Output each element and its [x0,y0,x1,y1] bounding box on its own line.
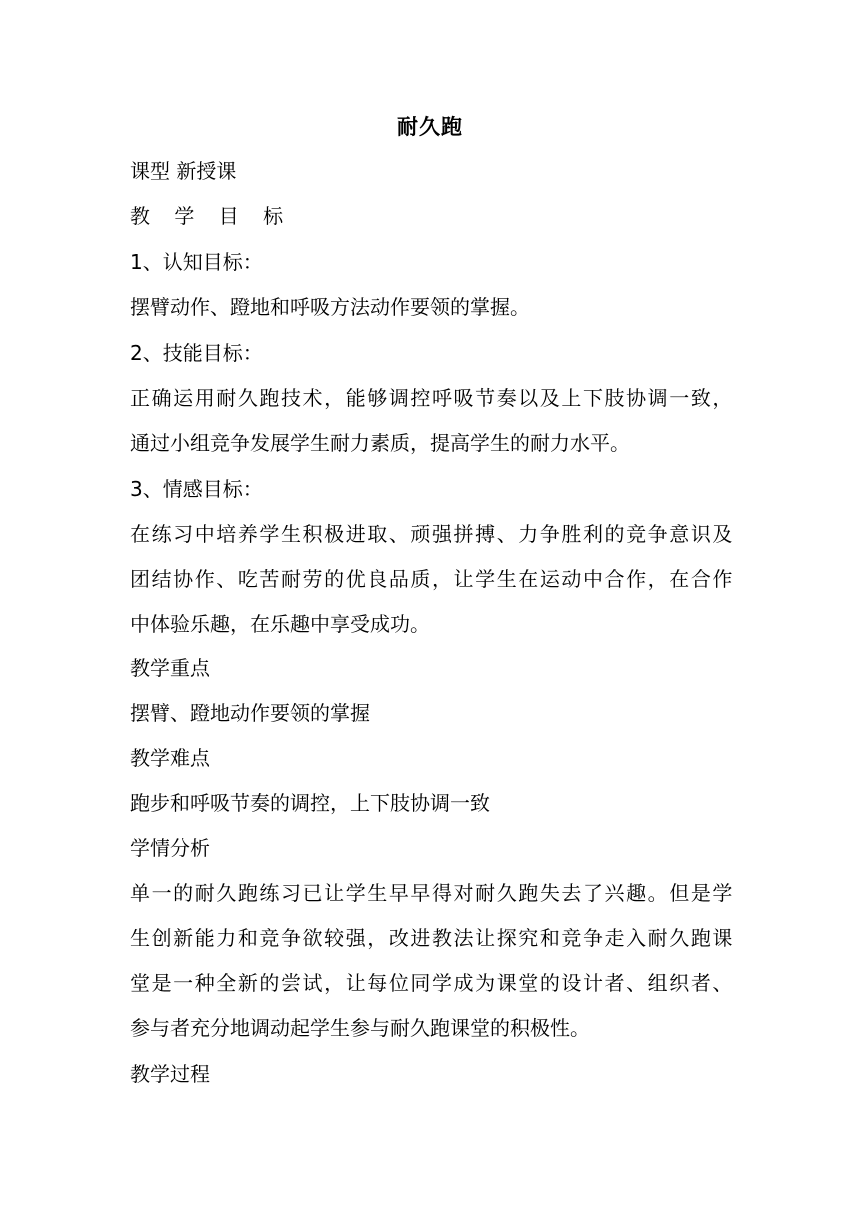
skill-objective-heading: 2、技能目标： [130,341,263,365]
skill-objective-line: 正确运用耐久跑技术，能够调控呼吸节奏以及上下肢协调一致， [130,386,733,410]
objectives-heading: 教 学 目 标 [130,204,293,228]
cognitive-objective-text: 摆臂动作、蹬地和呼吸方法动作要领的掌握。 [130,295,530,319]
analysis-line: 生创新能力和竞争欲较强，改进教法让探究和竞争走入耐久跑课 [130,926,733,950]
analysis-line: 参与者充分地调动起学生参与耐久跑课堂的积极性。 [130,1016,590,1040]
lesson-type: 课型 新授课 [130,159,237,183]
document-title: 耐久跑 [397,115,463,139]
emotion-objective-line: 中体验乐趣，在乐趣中享受成功。 [130,612,430,636]
skill-objective-line: 通过小组竞争发展学生耐力素质，提高学生的耐力水平。 [130,431,630,455]
difficulty-text: 跑步和呼吸节奏的调控，上下肢协调一致 [130,791,490,815]
process-heading: 教学过程 [130,1062,210,1086]
difficulty-heading: 教学难点 [130,746,210,770]
key-points-text: 摆臂、蹬地动作要领的掌握 [130,701,370,725]
key-points-heading: 教学重点 [130,656,210,680]
emotion-objective-line: 团结协作、吃苦耐劳的优良品质，让学生在运动中合作，在合作 [130,567,733,591]
emotion-objective-line: 在练习中培养学生积极进取、顽强拼搏、力争胜利的竞争意识及 [130,522,733,546]
analysis-line: 堂是一种全新的尝试，让每位同学成为课堂的设计者、组织者、 [130,971,733,995]
emotion-objective-heading: 3、情感目标： [130,477,263,501]
analysis-heading: 学情分析 [130,836,210,860]
cognitive-objective-heading: 1、认知目标： [130,250,263,274]
analysis-line: 单一的耐久跑练习已让学生早早得对耐久跑失去了兴趣。但是学 [130,881,733,905]
